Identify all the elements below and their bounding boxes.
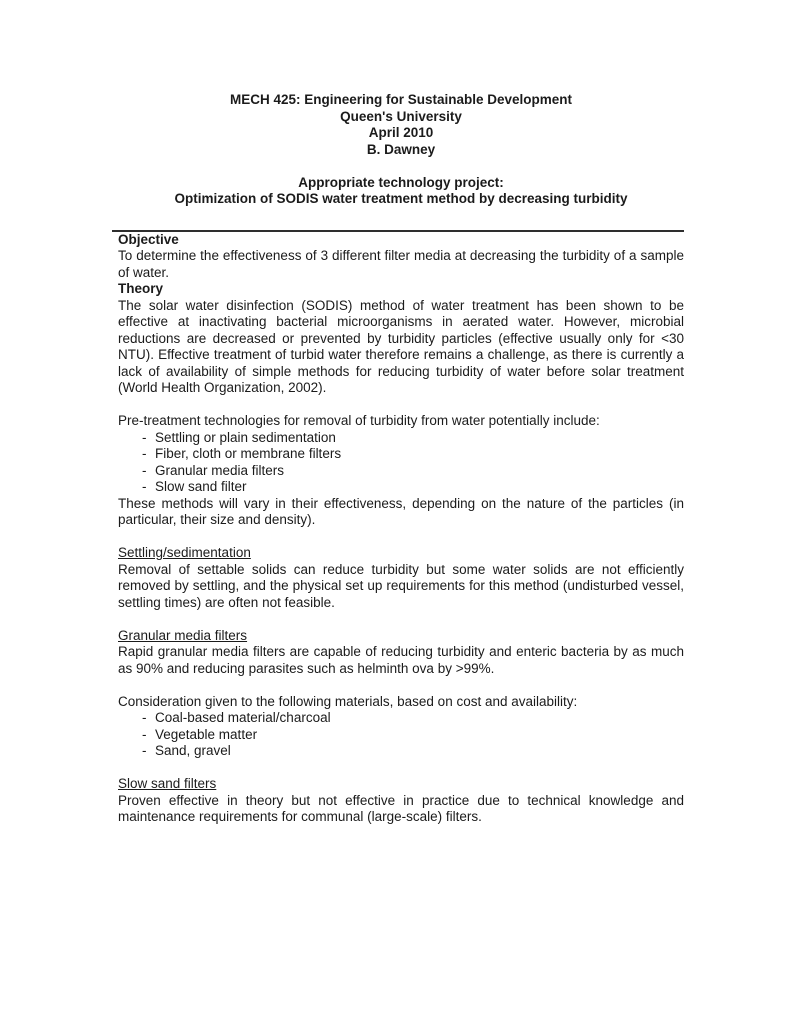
institution: Queen's University [340,108,462,124]
materials-block [118,694,684,760]
effectiveness-note: These methods will vary in their effectiveness, depending on the nature of the particles (in particular, their size and density). [118,495,684,527]
list-item [142,710,684,727]
dash-marker: - [142,710,147,725]
list-item-label: Slow sand filter [155,479,247,494]
subsection-heading-granular: Granular media filters [118,627,248,643]
granular-body: Rapid granular media filters are capable of reducing turbidity and enteric bacteria by as much as 90% and reducing parasites such as helminth ova by >99%. [118,644,684,676]
slow-sand-body: Proven effective in theory but not effective in practice due to technical knowledge and maintenance requirements for communal (large-scale) filters. [118,792,684,824]
dash-marker: - [142,429,147,445]
dash-marker: - [142,446,147,461]
list-item-label: Vegetable matter [155,726,258,742]
granular-section [118,628,684,678]
list-item-label: Settling or plain sedimentation [155,429,336,445]
project-title: Optimization of SODIS water treatment method by decreasing turbidity [174,191,628,206]
list-item-label: Granular media filters [155,462,285,478]
pretreatment-block [118,413,684,496]
section-heading-objective: Objective [118,231,179,247]
materials-intro: Consideration given to the following materials, based on cost and availability: [118,693,578,709]
dash-marker: - [142,743,147,758]
author: B. Dawney [366,141,436,157]
list-item-label: Coal-based material/charcoal [155,710,331,725]
theory-intro: The solar water disinfection (SODIS) method of water treatment has been shown to be effective at inactivating bacterial microorganisms in aerated water. However, microbial reductions are decreased or prevented by turbidity particles (effective usually only for <30 NTU). Effective treatment of turbid water therefore remains a challenge, as there is currently a lack of availability of simple methods for reducing turbidity of water before solar treatment (World Health Organization, 2002). [118,297,684,395]
project-header [118,175,684,208]
dash-marker: - [142,479,147,494]
course-title: MECH 425: Engineering for Sustainable Development [229,92,573,107]
list-item [142,727,684,744]
date: April 2010 [368,125,434,140]
project-label: Appropriate technology project: [298,174,504,190]
slow-sand-section [118,776,684,826]
document-header [118,92,684,158]
list-item [142,479,684,496]
list-item-label: Sand, gravel [155,743,231,758]
subsection-heading-settling: Settling/sedimentation [118,545,251,560]
objective-body: To determine the effectiveness of 3 different filter media at decreasing the turbidity of a sample of water. [118,248,684,280]
section-heading-theory: Theory [118,281,164,296]
list-item [142,463,684,480]
dash-marker: - [142,726,147,742]
materials-list [118,710,684,760]
list-item [142,743,684,760]
list-item [142,430,684,447]
subsection-heading-slow-sand: Slow sand filters [118,776,217,791]
pretreatment-intro: Pre-treatment technologies for removal of turbidity from water potentially include: [118,413,600,428]
dash-marker: - [142,462,147,478]
list-item [142,446,684,463]
settling-body: Removal of settable solids can reduce turbidity but some water solids are not efficiently removed by settling, and the physical set up requirements for this method (undisturbed vessel, settling times) are often not feasible. [118,561,684,610]
pretreatment-list [118,430,684,496]
list-item-label: Fiber, cloth or membrane filters [155,446,342,461]
settling-section [118,545,684,611]
